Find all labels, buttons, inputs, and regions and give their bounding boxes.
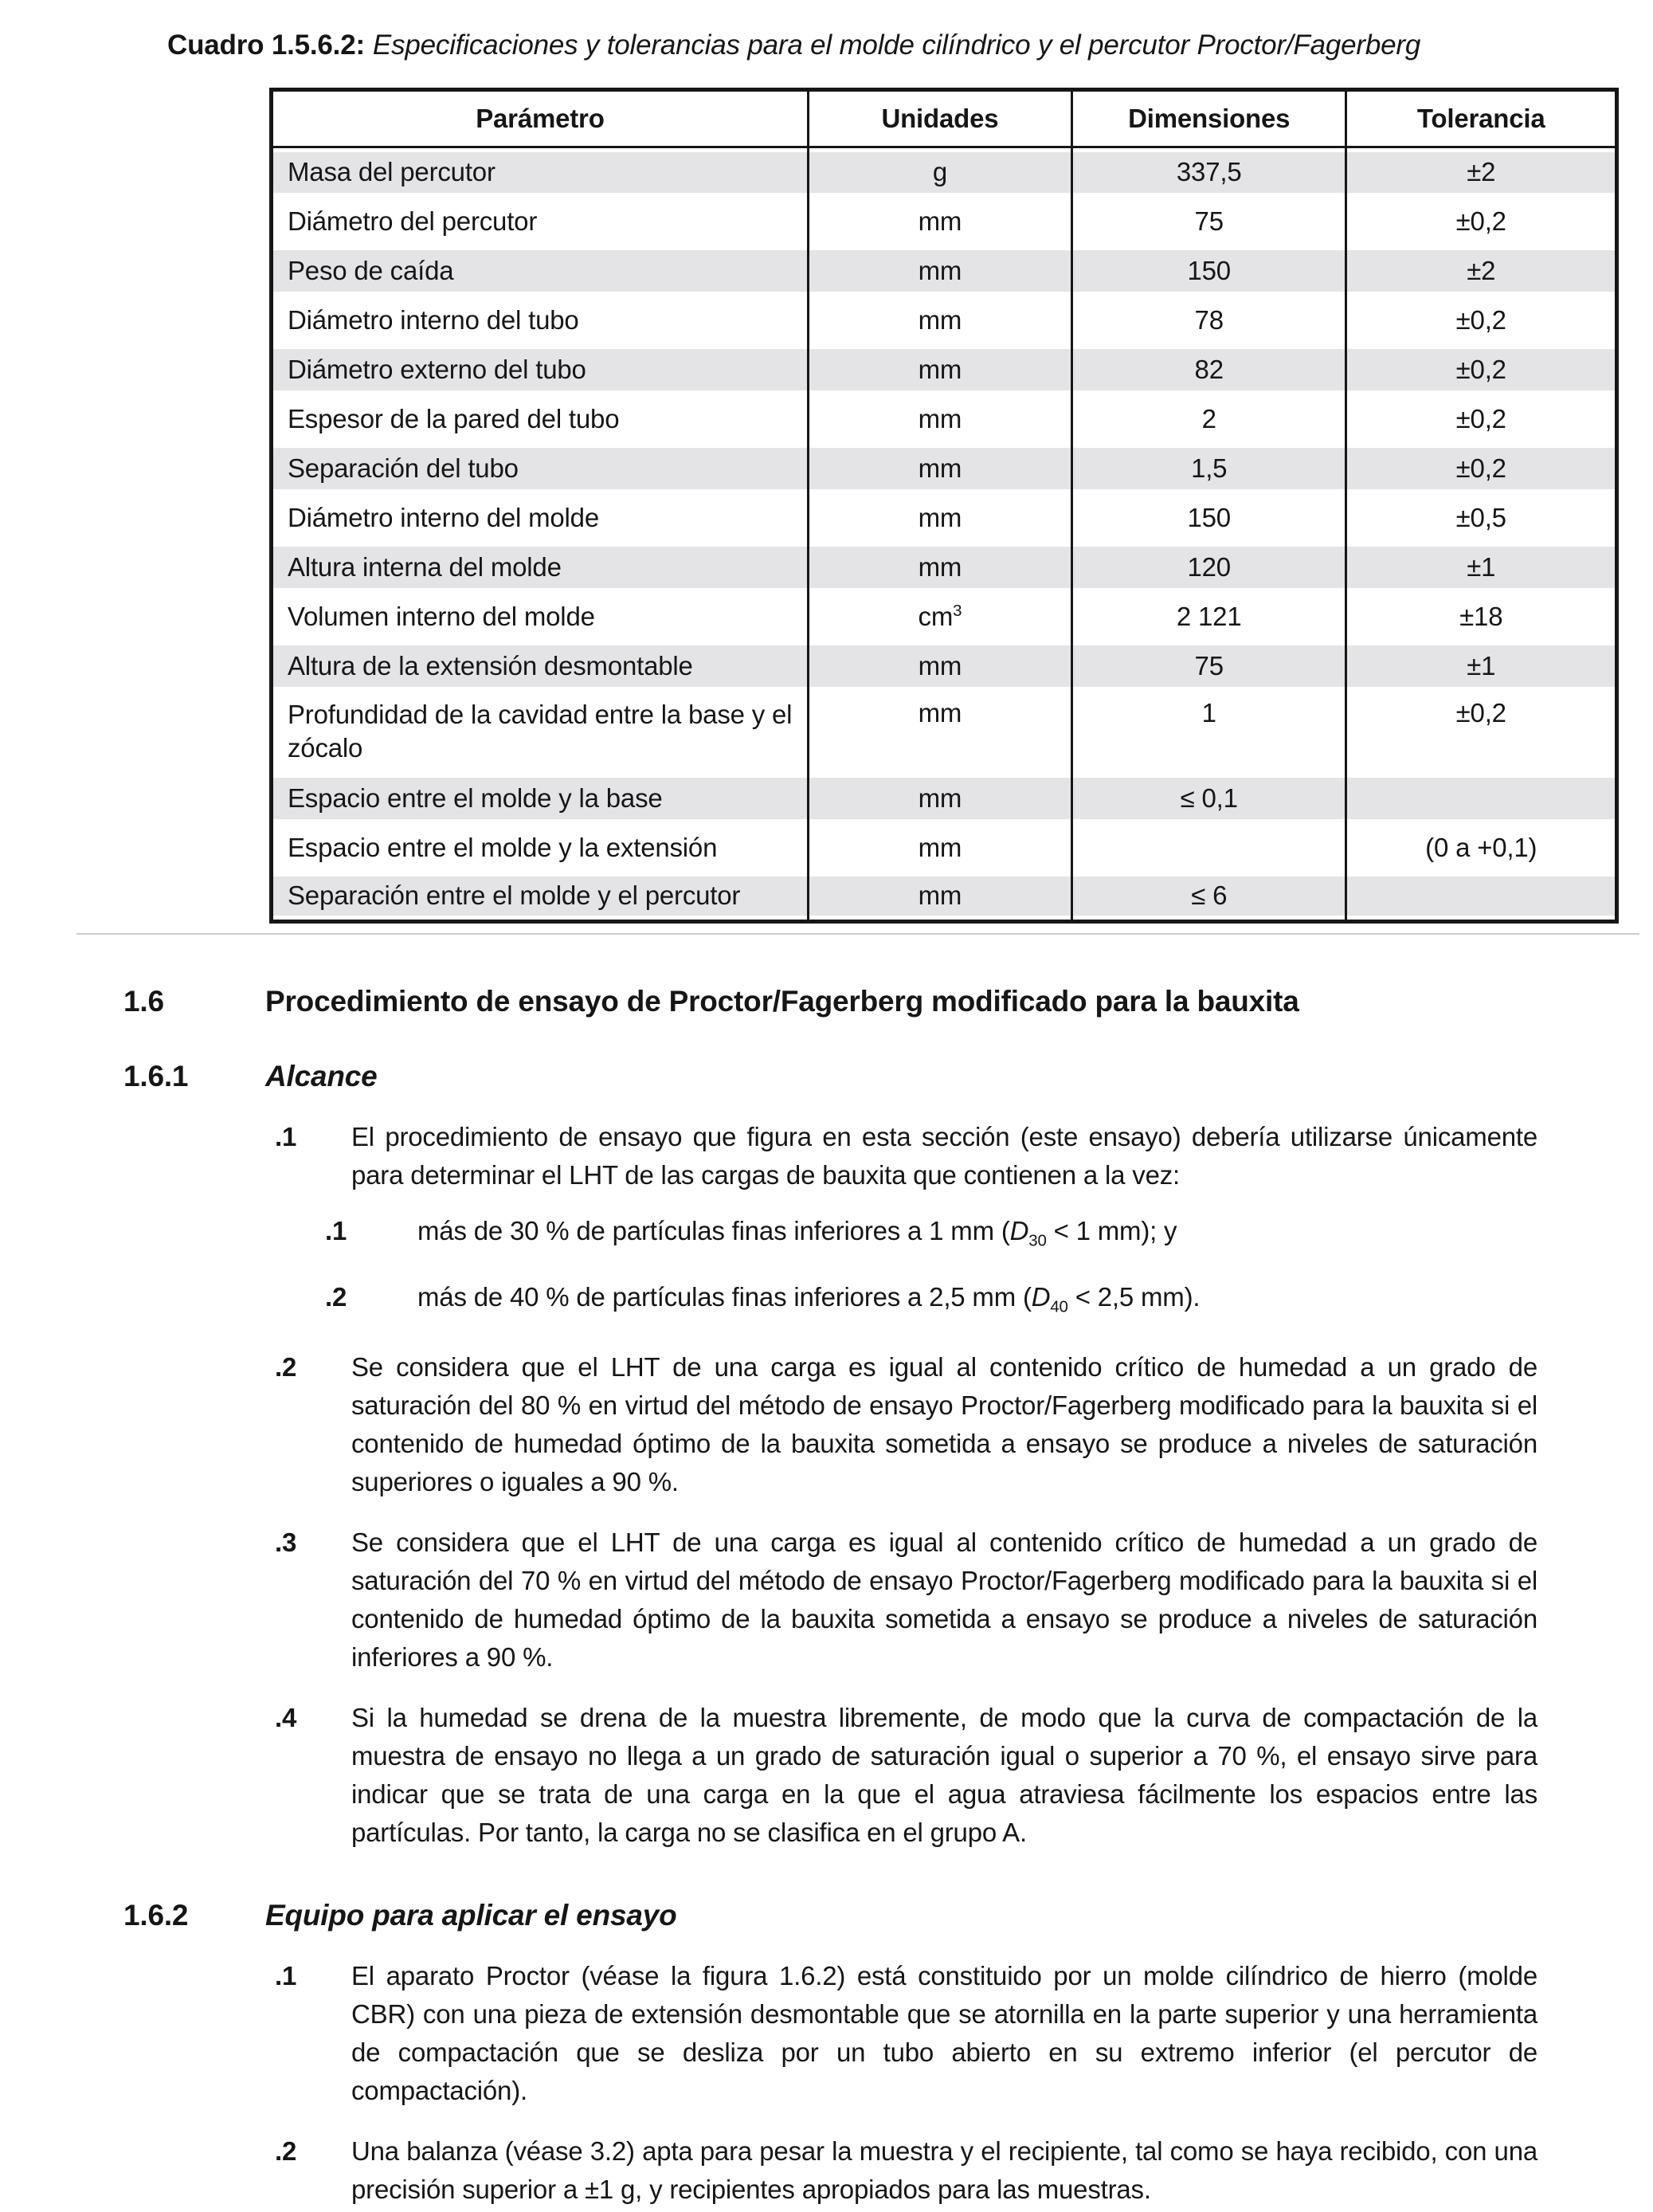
- cell-tolerancia: ±1: [1346, 641, 1617, 691]
- subitem-number: .1: [325, 1216, 347, 1245]
- cell-parametro: Separación del tubo: [272, 444, 809, 493]
- section-title: Procedimiento de ensayo de Proctor/Fagerberg modificado para la bauxita: [265, 985, 1299, 1018]
- cell-dimensiones: 2: [1071, 394, 1346, 444]
- specifications-table: [269, 88, 1619, 924]
- column-header-unidades: Unidades: [808, 90, 1071, 147]
- cell-unidades: mm: [808, 197, 1071, 246]
- cell-dimensiones: ≤ 0,1: [1071, 774, 1346, 823]
- cell-unidades: mm: [808, 296, 1071, 345]
- item-text: Se considera que el LHT de una carga es igual al contenido crítico de humedad a un grado de saturación del 80 % en virtud del método de ensayo Proctor/Fagerberg modificado para la bauxita si el contenido de humedad óptimo de la bauxita sometida a ensayo se produce a niveles de saturación superiores o iguales a 90 %.: [351, 1352, 1537, 1497]
- cell-parametro: Peso de caída: [272, 246, 809, 296]
- cell-parametro: Diámetro interno del tubo: [272, 296, 809, 345]
- list-subitem-2: [123, 1278, 1537, 1327]
- cell-dimensiones: [1071, 823, 1346, 873]
- cell-unidades: mm: [808, 823, 1071, 873]
- document-body: [123, 982, 1537, 2209]
- cell-unidades: mm: [808, 641, 1071, 691]
- table-header-row: [272, 90, 1617, 147]
- cell-dimensiones: 75: [1071, 197, 1346, 246]
- cell-unidades: mm: [808, 345, 1071, 394]
- section-heading-1-6-1: [123, 1057, 1537, 1096]
- table-row: [272, 246, 1617, 296]
- table-row: [272, 394, 1617, 444]
- item-number: .1: [275, 1961, 297, 1991]
- cell-unidades: g: [808, 147, 1071, 197]
- table-caption-label: Cuadro 1.5.6.2:: [167, 29, 365, 61]
- cell-parametro: Altura de la extensión desmontable: [272, 641, 809, 691]
- table-row: [272, 345, 1617, 394]
- table-row: [272, 592, 1617, 641]
- table-caption: [167, 0, 1653, 64]
- list-item-1-6-2-1: [123, 1957, 1537, 2110]
- cell-unidades: mm: [808, 691, 1071, 774]
- column-header-parametro: Parámetro: [272, 90, 809, 147]
- cell-tolerancia: ±0,5: [1346, 493, 1617, 543]
- cell-dimensiones: ≤ 6: [1071, 873, 1346, 922]
- cell-parametro: Diámetro interno del molde: [272, 493, 809, 543]
- list-item-1-6-1-4: [123, 1699, 1537, 1852]
- cell-dimensiones: 150: [1071, 493, 1346, 543]
- table-row: [272, 444, 1617, 493]
- table-caption-title: Especificaciones y tolerancias para el molde cilíndrico y el percutor Proctor/Fagerberg: [372, 29, 1421, 61]
- cell-dimensiones: 1,5: [1071, 444, 1346, 493]
- section-number: 1.6.1: [123, 1060, 189, 1092]
- cell-tolerancia: ±18: [1346, 592, 1617, 641]
- item-number: .1: [275, 1122, 297, 1151]
- list-item-1-6-1-3: [123, 1524, 1537, 1677]
- cell-parametro: Espacio entre el molde y la extensión: [272, 823, 809, 873]
- section-heading-1-6-2: [123, 1896, 1537, 1935]
- cell-parametro: Volumen interno del molde: [272, 592, 809, 641]
- cell-unidades: $cm^3$: [808, 592, 1071, 641]
- section-number: 1.6.2: [123, 1899, 189, 1932]
- cell-tolerancia: ±0,2: [1346, 296, 1617, 345]
- cell-parametro: Diámetro externo del tubo: [272, 345, 809, 394]
- item-text: El procedimiento de ensayo que figura en esta sección (este ensayo) debería utilizarse únicamente para determinar el LHT de las cargas de bauxita que contienen a la vez:: [351, 1122, 1537, 1190]
- item-number: .2: [275, 1352, 297, 1382]
- cell-unidades: mm: [808, 543, 1071, 592]
- column-header-dimensiones: Dimensiones: [1071, 90, 1346, 147]
- cell-tolerancia: ±0,2: [1346, 444, 1617, 493]
- item-number: .4: [275, 1703, 297, 1733]
- cell-parametro: Separación entre el molde y el percutor: [272, 873, 809, 922]
- cell-dimensiones: 75: [1071, 641, 1346, 691]
- cell-dimensiones: 2 121: [1071, 592, 1346, 641]
- cell-dimensiones: 120: [1071, 543, 1346, 592]
- cell-dimensiones: 82: [1071, 345, 1346, 394]
- column-header-tolerancia: Tolerancia: [1346, 90, 1617, 147]
- item-number: .3: [275, 1528, 297, 1558]
- section-title: Equipo para aplicar el ensayo: [265, 1899, 677, 1932]
- cell-parametro: Profundidad de la cavidad entre la base y el zócalo: [272, 691, 809, 774]
- cell-parametro: Altura interna del molde: [272, 543, 809, 592]
- scan-artifact-line: [76, 933, 1639, 935]
- table-row: [272, 543, 1617, 592]
- variable-d40: D: [1031, 1281, 1051, 1312]
- cell-unidades: mm: [808, 394, 1071, 444]
- subitem-text: más de 30 % de partículas finas inferiores a 1 mm ($D_{30} < 1$ mm); y: [417, 1216, 1177, 1250]
- item-text: Si la humedad se drena de la muestra libremente, de modo que la curva de compactación de la muestra de ensayo no llega a un grado de saturación igual o superior a 70 %, el ensayo sirve para indicar que se trata de una carga en la que el agua atraviesa fácilmente los espacios entre las partículas. Por tanto, la carga no se clasifica en el grupo A.: [351, 1703, 1537, 1848]
- item-text: Se considera que el LHT de una carga es igual al contenido crítico de humedad a un grado de saturación del 70 % en virtud del método de ensayo Proctor/Fagerberg modificado para la bauxita si el contenido de humedad óptimo de la bauxita sometida a ensayo se produce a niveles de saturación inferiores a 90 %.: [351, 1528, 1537, 1673]
- cell-tolerancia: ±0,2: [1346, 691, 1617, 774]
- cell-dimensiones: 78: [1071, 296, 1346, 345]
- cell-parametro: Diámetro del percutor: [272, 197, 809, 246]
- cell-unidades: mm: [808, 444, 1071, 493]
- cell-tolerancia: ±1: [1346, 543, 1617, 592]
- section-number: 1.6: [123, 985, 164, 1018]
- list-item-1-6-1-2: [123, 1348, 1537, 1501]
- item-text: El aparato Proctor (véase la figura 1.6.2) está constituido por un molde cilíndrico de hierro (molde CBR) con una pieza de extensión desmontable que se atornilla en la parte superior y una herramienta de compactación que se desliza por un tubo abierto en su extremo inferior (el percutor de compactación).: [351, 1961, 1537, 2106]
- variable-d30: D: [1009, 1216, 1029, 1245]
- item-number: .2: [275, 2136, 297, 2167]
- cell-unidades: mm: [808, 873, 1071, 922]
- table-row: [272, 823, 1617, 873]
- cell-tolerancia: ±2: [1346, 246, 1617, 296]
- cell-parametro: Espacio entre el molde y la base: [272, 774, 809, 823]
- table-row: [272, 197, 1617, 246]
- cell-unidades: mm: [808, 246, 1071, 296]
- table-row: [272, 691, 1617, 774]
- cell-tolerancia: ±0,2: [1346, 394, 1617, 444]
- table-row: [272, 873, 1617, 922]
- cell-dimensiones: 150: [1071, 246, 1346, 296]
- table-row: [272, 147, 1617, 197]
- subitem-number: .2: [325, 1281, 347, 1312]
- table-row: [272, 296, 1617, 345]
- cell-tolerancia: [1346, 774, 1617, 823]
- list-subitem-1: [123, 1212, 1537, 1261]
- table-row: [272, 774, 1617, 823]
- table-row: [272, 493, 1617, 543]
- item-text: Una balanza (véase 3.2) apta para pesar la muestra y el recipiente, tal como se haya recibido, con una precisión superior a ±1 g, y recipientes apropiados para las muestras.: [351, 2136, 1537, 2205]
- cell-unidades: mm: [808, 774, 1071, 823]
- table-row: [272, 641, 1617, 691]
- cell-unidades: mm: [808, 493, 1071, 543]
- list-item-1-6-1-1: [123, 1118, 1537, 1194]
- cell-parametro: Masa del percutor: [272, 147, 809, 197]
- subitem-text: más de 40 % de partículas finas inferiores a 2,5 mm ($D_{40} < 2,5$ mm).: [417, 1281, 1201, 1316]
- section-heading-1-6: [123, 982, 1537, 1021]
- cell-tolerancia: ±2: [1346, 147, 1617, 197]
- cell-tolerancia: ±0,2: [1346, 345, 1617, 394]
- cell-dimensiones: 337,5: [1071, 147, 1346, 197]
- list-item-1-6-2-2: [123, 2132, 1537, 2209]
- cell-parametro: Espesor de la pared del tubo: [272, 394, 809, 444]
- cell-tolerancia: (0 a +0,1): [1346, 823, 1617, 873]
- cell-tolerancia: ±0,2: [1346, 197, 1617, 246]
- cell-tolerancia: [1346, 873, 1617, 922]
- cell-dimensiones: 1: [1071, 691, 1346, 774]
- section-title: Alcance: [265, 1060, 378, 1092]
